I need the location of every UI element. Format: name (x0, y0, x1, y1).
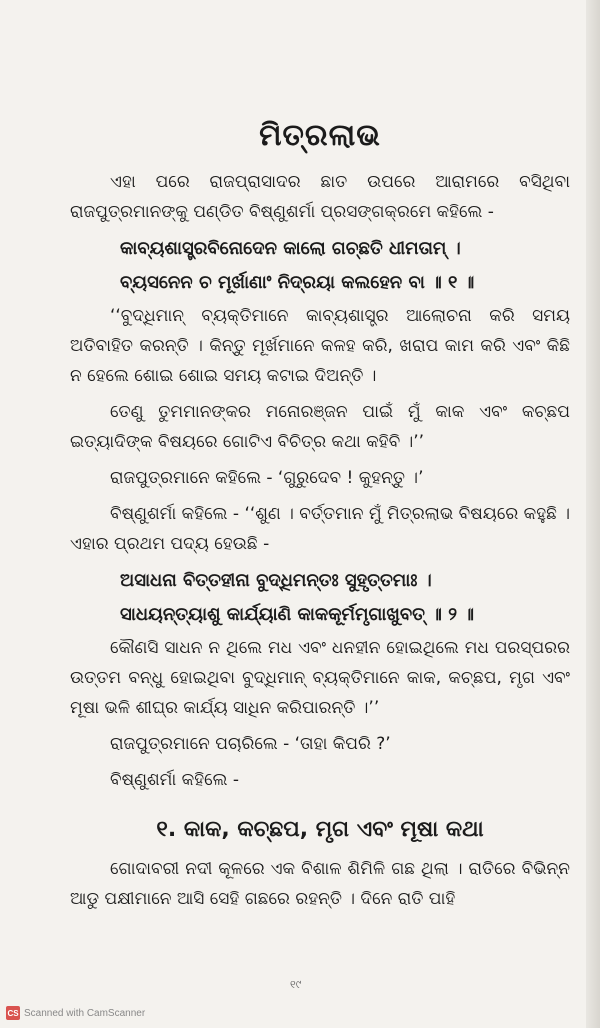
paragraph-wise-men: ‘‘ବୁଦ୍ଧିମାନ୍ ବ୍ୟକ୍ତିମାନେ କାବ୍ୟଶାସ୍ତ୍ର ଆଲୋଚନା କରି ସମୟ ଅତିବାହିତ କରନ୍ତି । କିନ୍ତୁ ମୂର୍ଖମାନେ କଳହ କରି, ଖରାପ କାମ କରି ଏବଂ କିଛି ନ ହେଲେ ଶୋଇ ଶୋଇ ସମୟ କଟାଇ ଦିଅନ୍ତି । (70, 306, 570, 386)
paragraph-princes-ask: ରାଜପୁତ୍ରମାନେ ପଚାରିଲେ - ‘ତାହା କିପରି ?’ (110, 734, 391, 754)
verse-2-line-2: ସାଧୟନ୍ତ୍ୟାଶୁ କାର୍ଯ୍ୟାଣି କାକକୂର୍ମମୃଗାଖୁବତ୍ ॥ ୨ ॥ (120, 604, 474, 625)
page-title: ମିତ୍ରଲାଭ (259, 118, 381, 153)
document-page (70, 100, 570, 920)
verse-1-line-2: ବ୍ୟସନେନ ଚ ମୂର୍ଖାଣାଂ ନିଦ୍ରୟା କଲହେନ ବା ॥ ୧ ॥ (120, 272, 475, 293)
page-number: ୧୯ (290, 978, 302, 991)
paragraph-vishnusharma-said: ବିଷ୍ଣୁଶର୍ମା କହିଲେ - (110, 770, 239, 790)
paragraph-vishnusharma-speaks: ବିଷ୍ଣୁଶର୍ମା କହିଲେ - ‘‘ଶୁଣ । ବର୍ତ୍ତମାନ ମୁଁ ମିତ୍ରଲାଭ ବିଷୟରେ କହୁଛି । ଏହାର ପ୍ରଥମ ପଦ୍ୟ ହେଉଛି - (70, 504, 570, 554)
paragraph-verse-meaning: କୌଣସି ସାଧନ ନ ଥିଲେ ମଧ ଏବଂ ଧନହୀନ ହୋଇଥିଲେ ମଧ ପରସ୍ପରର ଉତ୍ତମ ବନ୍ଧୁ ହୋଇଥିବା ବୁଦ୍ଧିମାନ୍ ବ୍ୟକ୍ତିମାନେ କାକ, କଚ୍ଛପ, ମୃଗ ଏବଂ ମୂଷା ଭଳି ଶୀଘ୍ର କାର୍ଯ୍ୟ ସାଧିନ କରିପାରନ୍ତି ।’’ (70, 638, 570, 718)
verse-1-line-1: କାବ୍ୟଶାସ୍ତ୍ରବିନୋଦେନ କାଲୋ ଗଚ୍ଛତି ଧୀମତାମ୍ । (120, 238, 461, 259)
story-heading: ୧. କାକ, କଚ୍ଛପ, ମୃଗ ଏବଂ ମୂଷା କଥା (156, 817, 484, 842)
page-edge (586, 0, 600, 1028)
paragraph-story-offer: ତେଣୁ ତୁମମାନଙ୍କର ମନୋରଞ୍ଜନ ପାଇଁ ମୁଁ କାକ ଏବଂ କଚ୍ଛପ ଇତ୍ୟାଦିଙ୍କ ବିଷୟରେ ଗୋଟିଏ ବିଚିତ୍ର କଥା କହିବି ।’’ (70, 402, 570, 452)
watermark-text: Scanned with CamScanner (24, 1007, 146, 1019)
scanner-watermark (6, 1006, 145, 1020)
verse-2-line-1: ଅସାଧନା ବିତ୍ତହୀନା ବୁଦ୍ଧିମନ୍ତଃ ସୁହୃତ୍ତମାଃ । (120, 570, 432, 591)
camscanner-logo-icon: CS (6, 1006, 20, 1020)
paragraph-story-start: ଗୋଦାବରୀ ନଦୀ କୂଳରେ ଏକ ବିଶାଳ ଶିମିଳି ଗଛ ଥିଲା । ରାତିରେ ବିଭିନ୍ନ ଆଡୁ ପକ୍ଷୀମାନେ ଆସି ସେହି ଗଛରେ ରହନ୍ତି । ଦିନେ ରାତି ପାହି (70, 859, 570, 909)
paragraph-intro: ଏହା ପରେ ରାଜପ୍ରାସାଦର ଛାତ ଉପରେ ଆରାମରେ ବସିଥିବା ରାଜପୁତ୍ରମାନଙ୍କୁ ପଣ୍ଡିତ ବିଷ୍ଣୁଶର୍ମା ପ୍ରସଙ୍ଗକ୍ରମେ କହିଲେ - (70, 172, 570, 222)
paragraph-princes-reply: ରାଜପୁତ୍ରମାନେ କହିଲେ - ‘ଗୁରୁଦେବ ! କୁହନ୍ତୁ ।’ (110, 468, 424, 488)
